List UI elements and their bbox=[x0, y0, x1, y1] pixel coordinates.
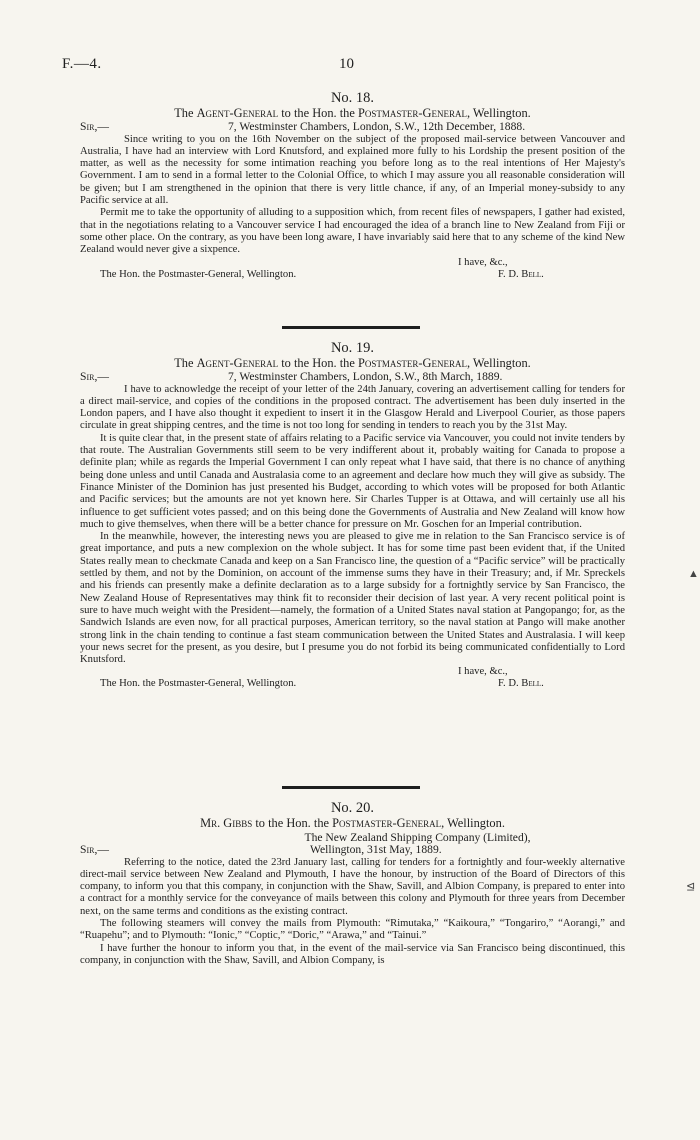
paragraph: In the meanwhile, however, the interesting news you are pleased to give me in relation to the San Francisco service is of great importance, and puts a new complexion on the whole subject. It has for some time past been evident that, if the United States really mean to checkmate Canada and keep on a San Francisco line, the question of a “Pacific service” will be practically settled by them, and not by the Dominion, on account of the immense sums they have in their Treasury; and, if Mr. Spreckels and his friends can presently make a definite declaration as to a large subsidy for a fortnightly service by San Francisco, the New Zealand House of Representatives may think fit to reconsider their decision of last year. A very recent political point is sure to have much weight with the President—namely, the formation of a United States naval station at Pangopango; for, as the Sandwich Islands are even now, for all practical purposes, American territory, so the naval station at Pango will make another strong link in the chain tending to continue a fast steam communication between the United States and Australasia. I will keep your news secret for the present, as you desire, but I presume you do not forbid its being communicated confidentially to Lord Knutsford. bbox=[80, 531, 625, 666]
letter-20 bbox=[80, 802, 625, 967]
margin-mark-icon: ⊴ bbox=[686, 881, 696, 893]
address-line bbox=[80, 371, 625, 384]
company-name: The New Zealand Shipping Company (Limited), bbox=[304, 830, 531, 844]
closing-row bbox=[80, 257, 625, 269]
company-address bbox=[80, 831, 625, 844]
to-title: Postmaster-General bbox=[357, 356, 467, 371]
sender-address: 7, Westminster Chambers, London, S.W., 12th December, 1888. bbox=[228, 119, 526, 133]
margin-mark-icon: ▲ bbox=[688, 568, 699, 580]
sender-address: Wellington, 31st May, 1889. bbox=[310, 842, 442, 856]
letter-number: No. 19. bbox=[330, 340, 375, 356]
to-place: , Wellington. bbox=[466, 106, 531, 121]
salutation: Sir,— bbox=[80, 119, 109, 133]
letter-19 bbox=[80, 342, 625, 691]
addressee: The Hon. the Postmaster-General, Wellington. bbox=[100, 678, 297, 690]
page-number: 10 bbox=[339, 56, 354, 72]
to-place: , Wellington. bbox=[466, 356, 531, 371]
signature: F. D. Bell. bbox=[498, 678, 544, 690]
paragraph: Since writing to you on the 16th November on the subject of the proposed mail-service between Vancouver and Australia, I have had an interview with Lord Knutsford, and explained more fully to his Lordship the present position of the matter, as well as the necessity for some intimation reaching you before long as to the real intentions of Her Majesty's Government. I am to send in a formal letter to the Colonial Office, to which I may assure you all reasonable consideration will be given; but I am strengthened in the opinion that there is very little chance, if any, of an Imperial money-subsidy to any Pacific service at all. bbox=[80, 133, 625, 207]
letter-number: No. 18. bbox=[330, 90, 375, 106]
to-place: , Wellington. bbox=[441, 816, 505, 831]
closing: I have, &c., bbox=[458, 256, 508, 268]
addressee: The Hon. the Postmaster-General, Wellington. bbox=[100, 268, 297, 280]
addressee-row bbox=[80, 678, 625, 691]
closing: I have, &c., bbox=[458, 666, 508, 678]
salutation: Sir,— bbox=[80, 842, 109, 856]
signature: F. D. Bell. bbox=[498, 268, 544, 280]
to-title: Postmaster-General bbox=[357, 106, 467, 121]
from-title: Agent-General bbox=[196, 106, 279, 121]
to-prefix: Hon. the bbox=[312, 356, 355, 371]
letter-18 bbox=[80, 92, 625, 282]
section-divider bbox=[282, 786, 420, 789]
paragraph: I have to acknowledge the receipt of your letter of the 24th January, covering an advertisement calling for tenders for a direct mail-service, and copies of the conditions in the proposed contract. The advertisement has been duly inserted in the London papers, and I have also thought it expedient to insert it in the Glasgow Herald and Liverpool Courier, as those papers circulate in great shipping centres, and the time is not too long for sending in tenders to reach you by the 31st May. bbox=[80, 383, 625, 432]
address-line bbox=[80, 121, 625, 134]
closing-row bbox=[80, 666, 625, 678]
paragraph: Permit me to take the opportunity of alluding to a supposition which, from recent files of newspapers, I gather had existed, that in the negotiations relating to a Vancouver service I had encouraged the idea of a branch line to New Zealand from Fiji or some other place. On the contrary, as you have been long aware, I have invariably said here that to any scheme of the kind New Zealand would never give a sixpence. bbox=[80, 207, 625, 256]
section-divider bbox=[282, 326, 420, 329]
paragraph: I have further the honour to inform you that, in the event of the mail-service via San Francisco being discontinued, this company, in conjunction with the Shaw, Savill, and Albion Company, is bbox=[80, 942, 625, 966]
address-line bbox=[80, 844, 625, 857]
to-prefix: Hon. the bbox=[312, 106, 355, 121]
paragraph: Referring to the notice, dated the 23rd January last, calling for tenders for a fortnightly and four-weekly alternative direct-mail service between New Zealand and Plymouth, I have the honour, by instruction of the Board of Directors of this company, to inform you that this company, in conjunction with the Shaw, Savill, and Albion Company, is prepared to enter into a contract for a monthly service for the conveyance of mails between this colony and Plymouth for three years from December next, on the same terms and conditions as the existing contract. bbox=[80, 856, 625, 917]
from-title: Agent-General bbox=[196, 356, 279, 371]
to-prefix: Hon. the bbox=[286, 816, 330, 831]
salutation: Sir,— bbox=[80, 369, 109, 383]
series-code: F.—4. bbox=[62, 56, 102, 72]
from-connector: to the bbox=[255, 816, 284, 831]
paragraph: The following steamers will convey the mails from Plymouth: “Rimutaka,” “Kaikoura,” “Tongariro,” “Aorangi,” and “Ruapehu”; and to Plymouth: “Ionic,” “Coptic,” “Doric,” “Arawa,” and “Tainui.” bbox=[80, 918, 625, 942]
letter-heading bbox=[80, 817, 625, 829]
from-connector: to the bbox=[281, 356, 310, 371]
to-title: Postmaster-General bbox=[332, 816, 442, 831]
letter-heading: The Agent-General to the Hon. the Postmaster-General, Wellington. bbox=[174, 106, 531, 121]
from-connector: to the bbox=[281, 106, 310, 121]
from-title: Mr. Gibbs bbox=[200, 816, 253, 831]
letter-number: No. 20. bbox=[330, 800, 375, 816]
sender-address: 7, Westminster Chambers, London, S.W., 8th March, 1889. bbox=[228, 369, 503, 383]
addressee-row bbox=[80, 269, 625, 282]
paragraph: It is quite clear that, in the present state of affairs relating to a Pacific service via Vancouver, you could not invite tenders by that route. The Australian Governments still seem to be very indifferent about it, probably waiting for Canada to propose a definite plan; while as regards the Imperial Government I can only repeat what I have said, that there is no chance of anything being done unless and until Canada and Australasia come to an agreement and declare how much they will give as subsidy. The Finance Minister of the Dominion has just presented his Budget, according to which votes will be proposed for both Atlantic and Pacific services; but the amounts are not yet known here. Sir Charles Tupper is at Ottawa, and will certainly use all his influence to get sufficient votes passed; and on this being done the Governments of Australia and New Zealand will know how much to give themselves, when there will be a better chance for pressure on Mr. Goschen for an Imperial contribution. bbox=[80, 432, 625, 530]
letter-heading: The Agent-General to the Hon. the Postmaster-General, Wellington. bbox=[174, 356, 531, 371]
